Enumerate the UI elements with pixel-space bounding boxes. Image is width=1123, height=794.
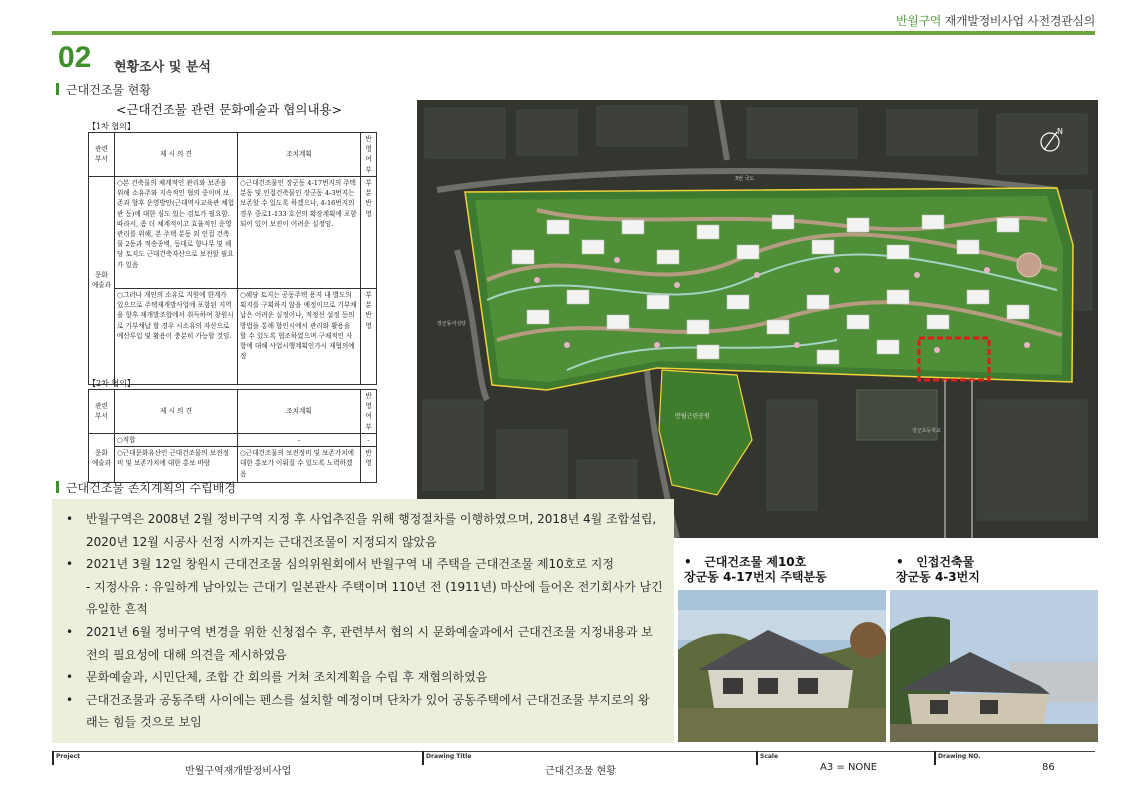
photo2-bullet: •: [896, 555, 904, 569]
footer-project-value: 반월구역재개발정비사업: [185, 766, 292, 777]
action-cell: ○근대건조물의 보전정비 및 보존가치에 대한 홍보가 이뤄질 수 있도록 노력하겠음: [238, 447, 361, 483]
header-dept: 관련 부서: [89, 133, 115, 177]
header-opinion: 제 시 의 견: [115, 133, 238, 177]
table-row: [89, 176, 377, 288]
header-action: 조치계획: [238, 390, 361, 434]
footer-tick: [52, 751, 54, 765]
header-status: 반영 여부: [361, 390, 377, 434]
map-road-label: 3번 국도: [735, 176, 755, 182]
photo1-address: 장군동 4-17번지 주택분동: [684, 570, 827, 584]
bullet-line: • 근대건조물과 공동주택 사이에는 펜스를 설치할 예정이며 단차가 있어 공동주택에서 근대건조물 부지로의 왕: [86, 692, 650, 707]
background-bullet-list: [64, 508, 664, 734]
round2-label: 【2차 협의】: [88, 379, 135, 388]
heritage-house-photo: [678, 590, 886, 742]
opinion-cell: ○그러나 개인의 소유로 지원에 한계가 있으므로 주택재개발사업에 포함된 지역을 향후 재개발조합에서 취득하여 창원시로 기부채납 할 경우 시소유의 자산으로 예산투입 및 활용이 충분히 가능할 것임.: [115, 288, 238, 384]
table-header-row: [89, 390, 377, 434]
status-cell: 부분 반영: [361, 176, 377, 288]
action-cell: -: [238, 433, 361, 446]
photo2-address: 장군동 4-3번지: [896, 570, 980, 584]
footer-drawing-title-value: 근대건조물 현황: [545, 766, 616, 777]
list-item: [64, 508, 664, 553]
action-cell: ○근대건조물인 장군동 4-17번지의 주택분동 및 인접건축물인 장군동 4-3번지는 보존할 수 있도록 하겠으나, 4-16번지의 경우 중로1-133 호선의 확장계획에 포함되어 있어 보전이 어려운 실정임.: [238, 176, 361, 288]
opinion-cell: ○적합: [115, 433, 238, 446]
dept-cell: 문화 예술과: [89, 433, 115, 482]
bullet-line: 전의 필요성에 대해 의견을 제시하였음: [86, 647, 287, 662]
consultation-doc-title: <근대건조물 관련 문화예술과 협의내용>: [116, 102, 343, 117]
section-title: 현황조사 및 분석: [114, 60, 211, 75]
photo2-caption: [896, 555, 980, 585]
background-bullet-box: [52, 499, 674, 743]
list-item: [64, 621, 664, 666]
bullet-line: • 2021년 6월 정비구역 변경을 위한 신청접수 후, 관련부서 협의 시 문화예술과에서 근대건조물 지정내용과 보: [86, 624, 653, 639]
footer-drawing-no-value: 86: [1042, 762, 1055, 773]
table-header-row: [89, 133, 377, 177]
bullet-line: • 문화예술과, 시민단체, 조합 간 회의를 거쳐 조치계획을 수립 후 재협의하였음: [86, 670, 488, 685]
footer-project-label: Project: [56, 753, 81, 760]
round2-table: [88, 389, 377, 483]
footer-tick: [934, 751, 936, 765]
map-park-label: 반월근린공원: [675, 413, 710, 420]
status-cell: -: [361, 433, 377, 446]
site-plan-image: [417, 100, 1098, 538]
status-cell: 반영: [361, 447, 377, 483]
document-header-title: [896, 12, 1095, 29]
header-dept: 관련 부서: [89, 390, 115, 434]
round1-table: [88, 132, 377, 385]
footer-tick: [756, 751, 758, 765]
bullet-line: 래는 힘들 것으로 보임: [86, 715, 202, 730]
opinion-cell: ○본 건축물의 체계적인 관리와 보존을 위해 소유주와 지속적인 협의 중이며 보존과 향후 운영방안(근대역사교육관 체험관 등)에 대한 심도 있는 검토가 필요함. 따라서, 좀 더 체계적이고 효율적인 운영관리를 위해, 본 주택 분동 외 인접 건축물 2동과 적송종벽, 등대로 향나무 및 해당 토지도 근대건축자산으로 보전할 필요가 있음: [115, 176, 238, 288]
footer-scale-label: Scale: [760, 753, 779, 760]
footer-tick: [422, 751, 424, 765]
background-heading: 근대건조물 존치계획의 수립배경: [56, 479, 236, 496]
table-row: [89, 288, 377, 384]
round1-label: 【1차 협의】: [88, 122, 135, 131]
header-title-accent: 반월구역: [896, 14, 942, 28]
bullet-line: - 지정사유 : 유일하게 남아있는 근대기 일본관사 주택이며 110년 전 (1911년) 마산에 들어온 전기회사가 남긴: [86, 579, 663, 594]
action-cell: ○해당 토지는 공동주택 용지 내 별도의 획지를 구획하지 않을 예정이므로 기부채납은 어려운 실정이나, 적정선 설정 등의 방법을 통해 향인시에서 관리와 활용을 할 수 있도록 협조하였으며 구체적인 사항에 대해 사업시행계획인가시 재협의예정: [238, 288, 361, 384]
north-arrow-icon: N: [1057, 127, 1063, 136]
bullet-line: • 2021년 3월 12일 창원시 근대건조물 심의위원회에서 반월구역 내 주택을 근대건조물 제10호로 지정: [86, 557, 614, 572]
list-item: [64, 689, 664, 734]
list-item: [64, 666, 664, 689]
table-row: [89, 433, 377, 446]
map-school-label: 장군초등학교: [912, 428, 941, 434]
dept-cell: 문화 예술과: [89, 176, 115, 384]
footer-scale-value: A3 = NONE: [820, 762, 878, 773]
bullet-line: 2020년 12월 시공사 선정 시까지는 근대건조물이 지정되지 않았음: [86, 534, 437, 549]
site-plan-map: [417, 100, 1098, 538]
header-divider: [52, 31, 1095, 35]
footer-drawing-title-label: Drawing Title: [426, 753, 472, 760]
header-title-rest: 재개발정비사업 사전경관심의: [944, 14, 1095, 28]
photo2-title: 인접건축물: [916, 555, 975, 569]
header-status: 반영 여부: [361, 133, 377, 177]
bullet-line: • 반월구역은 2008년 2월 정비구역 지정 후 사업추진을 위해 행정절차를 이행하였으며, 2018년 4월 조합설립,: [86, 512, 657, 526]
section-number: 02: [58, 41, 92, 74]
footer-drawing-no-label: Drawing NO.: [938, 753, 981, 760]
table-row: [89, 447, 377, 483]
heritage-status-heading: 근대건조물 현황: [56, 81, 151, 98]
list-item: [64, 553, 664, 621]
opinion-cell: ○근대문화유산인 근대건조물의 보전정비 및 보존가치에 대한 홍보 바람: [115, 447, 238, 483]
map-left-label: 장군동서성당: [437, 321, 466, 327]
photo1-title: 근대건조물 제10호: [704, 555, 807, 569]
photo1-bullet: •: [684, 555, 692, 569]
bullet-line: 유일한 흔적: [86, 602, 148, 617]
header-opinion: 제 시 의 견: [115, 390, 238, 434]
header-action: 조치계획: [238, 133, 361, 177]
adjacent-building-photo: [890, 590, 1098, 742]
footer-divider: [52, 751, 1095, 752]
status-cell: 부분 반영: [361, 288, 377, 384]
photo1-caption: [684, 555, 827, 585]
